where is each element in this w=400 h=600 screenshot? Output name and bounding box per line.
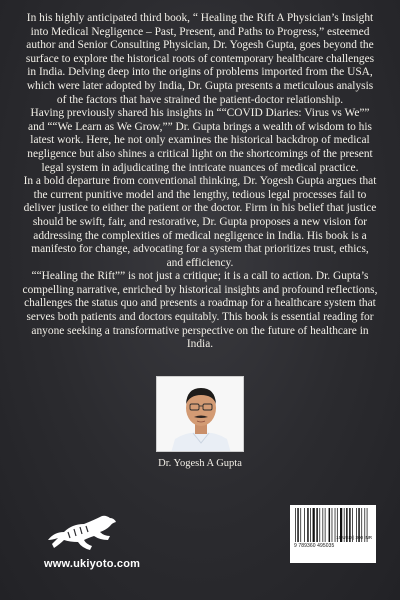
- blurb-paragraph: In his highly anticipated third book, “ Healing the Rift A Physician’s Insight into Medical Negligence – Past, Present, and Paths to Progress,” esteemed author and Senior Consulting Physician, Dr. Yogesh Gupta, goes beyond the surface to explore the historical roots of contemporary healthcare challenges in India. Delving deep into the origins of problems imported from the USA, which were later adopted by India, Dr. Gupta presents a meticulous analysis of the factors that have strained the patient-doctor relationship.: [25, 12, 375, 106]
- barcode-bar: [329, 508, 331, 542]
- book-blurb: [22, 12, 378, 352]
- price-label: 15 USD | 300 INR: [336, 535, 372, 540]
- barcode-bar: [297, 508, 299, 542]
- barcode-bar: [300, 508, 301, 542]
- barcode-bar: [325, 508, 326, 542]
- publisher-website[interactable]: www.ukiyoto.com: [44, 558, 141, 570]
- barcode-bar: [316, 508, 318, 542]
- author-photo: [156, 376, 244, 452]
- author-name-caption: Dr. Yogesh A Gupta: [158, 458, 242, 469]
- barcode-bar: [319, 508, 320, 542]
- barcode-bar: [313, 508, 315, 542]
- barcode-bar: [295, 508, 296, 542]
- barcode-bar: [332, 508, 333, 542]
- barcode-bar: [310, 508, 311, 542]
- blurb-paragraph: ““Healing the Rift”” is not just a critique; it is a call to action. Dr. Gupta’s compelling narrative, enriched by historical insights and profound reflections, challenges the status quo and presents a roadmap for a healthcare system that serves both patients and doctors equitably. This book is essential reading for anyone seeking a transformative perspective on the future of healthcare in India.: [22, 270, 378, 351]
- barcode-bar: [307, 508, 309, 542]
- barcode-bar: [304, 508, 305, 542]
- blurb-paragraph: Having previously shared his insights in ““COVID Diaries: Virus vs We”” and ““We Learn as We Grow,”” Dr. Gupta brings a wealth of wisdom to his latest work. Here, he not only examines the historical backdrop of medical negligence but also shines a critical light on the shortcomings of the present legal system in adjudicating the intricate nuances of medical practice.: [27, 107, 373, 174]
- blurb-paragraph: In a bold departure from conventional thinking, Dr. Yogesh Gupta argues that the current punitive model and the lengthy, tedious legal processes fail to deliver justice to either the patient or the doctor. Firm in his belief that justice should be swift, fair, and restorative, Dr. Gupta proposes a new vision for addressing the complexities of medical negligence in India. His book is a manifesto for change, advocating for a system that prioritizes trust, ethics, and efficiency.: [23, 175, 377, 269]
- isbn-barcode: [290, 505, 376, 563]
- barcode-bar: [322, 508, 323, 542]
- author-portrait-image: [157, 377, 244, 452]
- leaping-tiger-icon: [44, 510, 120, 552]
- isbn-number: 9 789360 495035: [294, 543, 335, 549]
